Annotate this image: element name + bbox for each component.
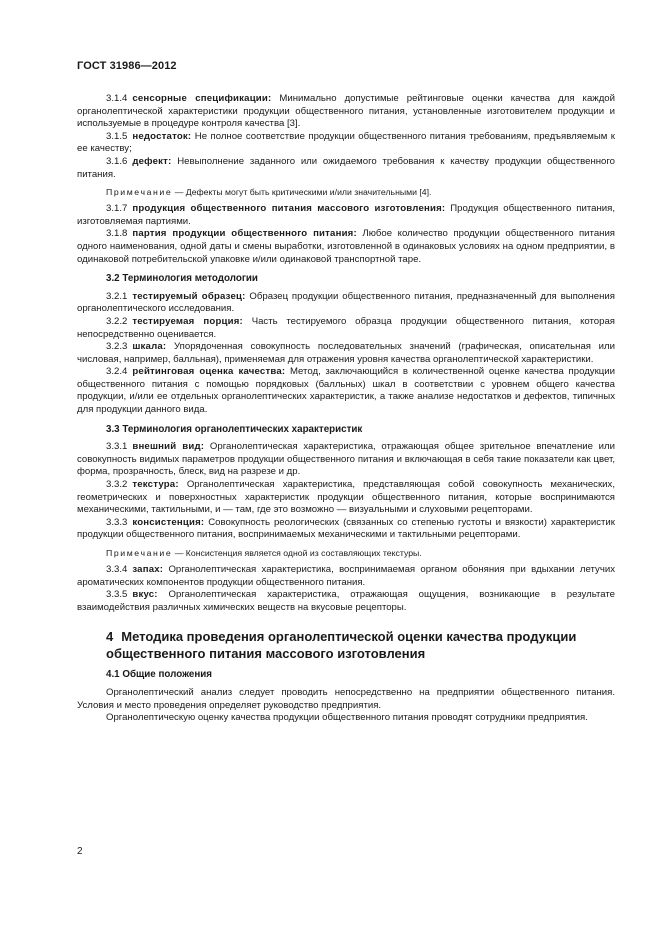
- note: [77, 186, 615, 198]
- clause-number: 3.3.2: [106, 479, 128, 491]
- term-text: Не полное соответствие продукции общественного питания требованиям, предъявляемым к ее качеству;: [77, 130, 615, 155]
- term-definition: [77, 341, 615, 366]
- term-definition: [77, 156, 615, 181]
- document-body: [77, 93, 615, 725]
- section-title: Методика проведения органолептической оценки качества продукции общественного питания массового изготовления: [106, 629, 577, 662]
- term-text: Любое количество продукции общественного питания одного наименования, одной даты и смены выработки, изготовленной в одинаковых условиях на одном предприятии, в одинаковой потребительской упаковке и/или одинаковой транспортной таре.: [77, 228, 616, 265]
- section-number: 4: [106, 629, 114, 645]
- clause-number: 3.3.5: [106, 589, 128, 601]
- clause-number: 3.3.1: [106, 441, 128, 453]
- term-text: Продукция общественного питания, изготовляемая партиями.: [77, 203, 615, 227]
- clause-number: 3.1.4: [106, 93, 128, 104]
- term-text: Невыполнение заданного или ожидаемого требования к качеству продукции общественного питания.: [77, 155, 615, 180]
- term-text: Образец продукции общественного питания, предназначенный для выполнения органолептического исследования.: [77, 290, 615, 315]
- term-name: текстура:: [132, 479, 179, 491]
- term-name: вкус:: [132, 589, 158, 601]
- term-name: внешний вид:: [132, 441, 205, 453]
- clause-number: 3.3.3: [106, 516, 128, 528]
- term-name: партия продукции общественного питания:: [132, 228, 357, 240]
- subsection-heading: 4.1 Общие положения: [106, 669, 213, 681]
- term-definition: [77, 291, 615, 316]
- term-definition: [77, 316, 615, 341]
- term-text: Упорядоченная совокупность последовательных значений (графическая, описательная или числовая, например, балльная), применяемая для отражения уровня качества органолептической характеристики.: [77, 341, 615, 365]
- term-name: дефект:: [132, 155, 172, 167]
- term-definition: [77, 131, 615, 156]
- term-text: Органолептическая характеристика, воспринимаемая органом обоняния при вдыхании летучих ароматических компонентов продукции общественного питания.: [77, 564, 615, 588]
- term-text: Совокупность реологических (связанных со степенью густоты и вязкости) характеристик продукции общественного питания, воспринимаемых механическими и тактильными рецепторами.: [77, 516, 615, 541]
- term-text: Органолептическая характеристика, отражающая ощущения, возникающие в результате взаимодействия различных химических веществ на вкусовые рецепторы.: [77, 589, 615, 613]
- term-definition: [77, 203, 615, 228]
- term-name: продукция общественного питания массового изготовления:: [132, 203, 446, 215]
- clause-number: 3.2.1: [106, 290, 128, 302]
- note-label: Примечание: [106, 187, 173, 198]
- term-definition: [77, 564, 615, 589]
- clause-number: 3.3.4: [106, 564, 128, 575]
- term-text: Органолептическая характеристика, представляющая собой совокупность механических, геометрических и поверхностных характеристик продукции общественного питания, которые воспринимаются механическими, тактильными, и — там, где это возможно — визуальными и слуховыми рецепторами.: [77, 479, 615, 516]
- note: [77, 547, 615, 559]
- page-number: 2: [77, 846, 83, 857]
- term-name: рейтинговая оценка качества:: [132, 366, 286, 378]
- term-name: недостаток:: [132, 130, 192, 142]
- note-text: — Консистенция является одной из составляющих текстуры.: [172, 548, 422, 558]
- term-name: шкала:: [132, 341, 167, 353]
- clause-number: 3.2.3: [106, 341, 128, 353]
- term-definition: [77, 589, 615, 614]
- clause-number: 3.1.5: [106, 130, 128, 142]
- term-definition: [77, 441, 615, 479]
- paragraph: Органолептический анализ следует проводить непосредственно на предприятии общественного питания. Условия и место проведения определяет руководство предприятия.: [77, 686, 615, 711]
- section-heading: [77, 628, 615, 662]
- term-definition: [77, 479, 615, 517]
- term-name: тестируемый образец:: [132, 290, 246, 302]
- term-definition: [77, 93, 615, 131]
- note-label: Примечание: [106, 548, 173, 558]
- note-text: — Дефекты могут быть критическими и/или значительными [4].: [172, 187, 432, 198]
- term-text: Метод, заключающийся в количественной оценке качества продукции общественного питания с помощью порядковых (балльных) шкал в соответствии с уровнем общего качества продукции, и/или ее отдельных органолептических характеристик, а также анализе недостатков и дефектов, типичных для продукции данного вида.: [77, 366, 616, 416]
- term-name: консистенция:: [132, 516, 205, 528]
- subsection-heading: 3.2 Терминология методологии: [106, 273, 258, 285]
- clause-number: 3.2.2: [106, 315, 128, 327]
- term-definition: [77, 366, 615, 416]
- clause-number: 3.1.6: [106, 155, 128, 167]
- subsection-heading: 3.3 Терминология органолептических характеристик: [106, 423, 363, 435]
- term-text: Часть тестируемого образца продукции общественного питания, которая непосредственно оценивается.: [77, 315, 615, 340]
- term-name: запах:: [132, 564, 164, 575]
- paragraph: Органолептическую оценку качества продукции общественного питания проводят сотрудники предприятия.: [106, 712, 588, 724]
- clause-number: 3.1.7: [106, 203, 128, 215]
- term-definition: [77, 517, 615, 542]
- term-name: сенсорные спецификации:: [132, 93, 272, 104]
- clause-number: 3.1.8: [106, 228, 128, 240]
- term-definition: [77, 228, 615, 266]
- document-header: ГОСТ 31986—2012: [77, 60, 177, 72]
- term-name: тестируемая порция:: [132, 315, 243, 327]
- term-text: Минимально допустимые рейтинговые оценки качества для каждой органолептической характеристики продукции общественного питания, установленные изготовителем продукции и используемые в процедуре контроля качества [3].: [77, 93, 615, 130]
- clause-number: 3.2.4: [106, 366, 128, 378]
- term-text: Органолептическая характеристика, отражающая общее зрительное впечатление или совокупность видимых параметров продукции общественного питания и включающая в себя такие показатели как цвет, форма, прозрачность, блеск, вид на разрезе и др.: [77, 441, 615, 478]
